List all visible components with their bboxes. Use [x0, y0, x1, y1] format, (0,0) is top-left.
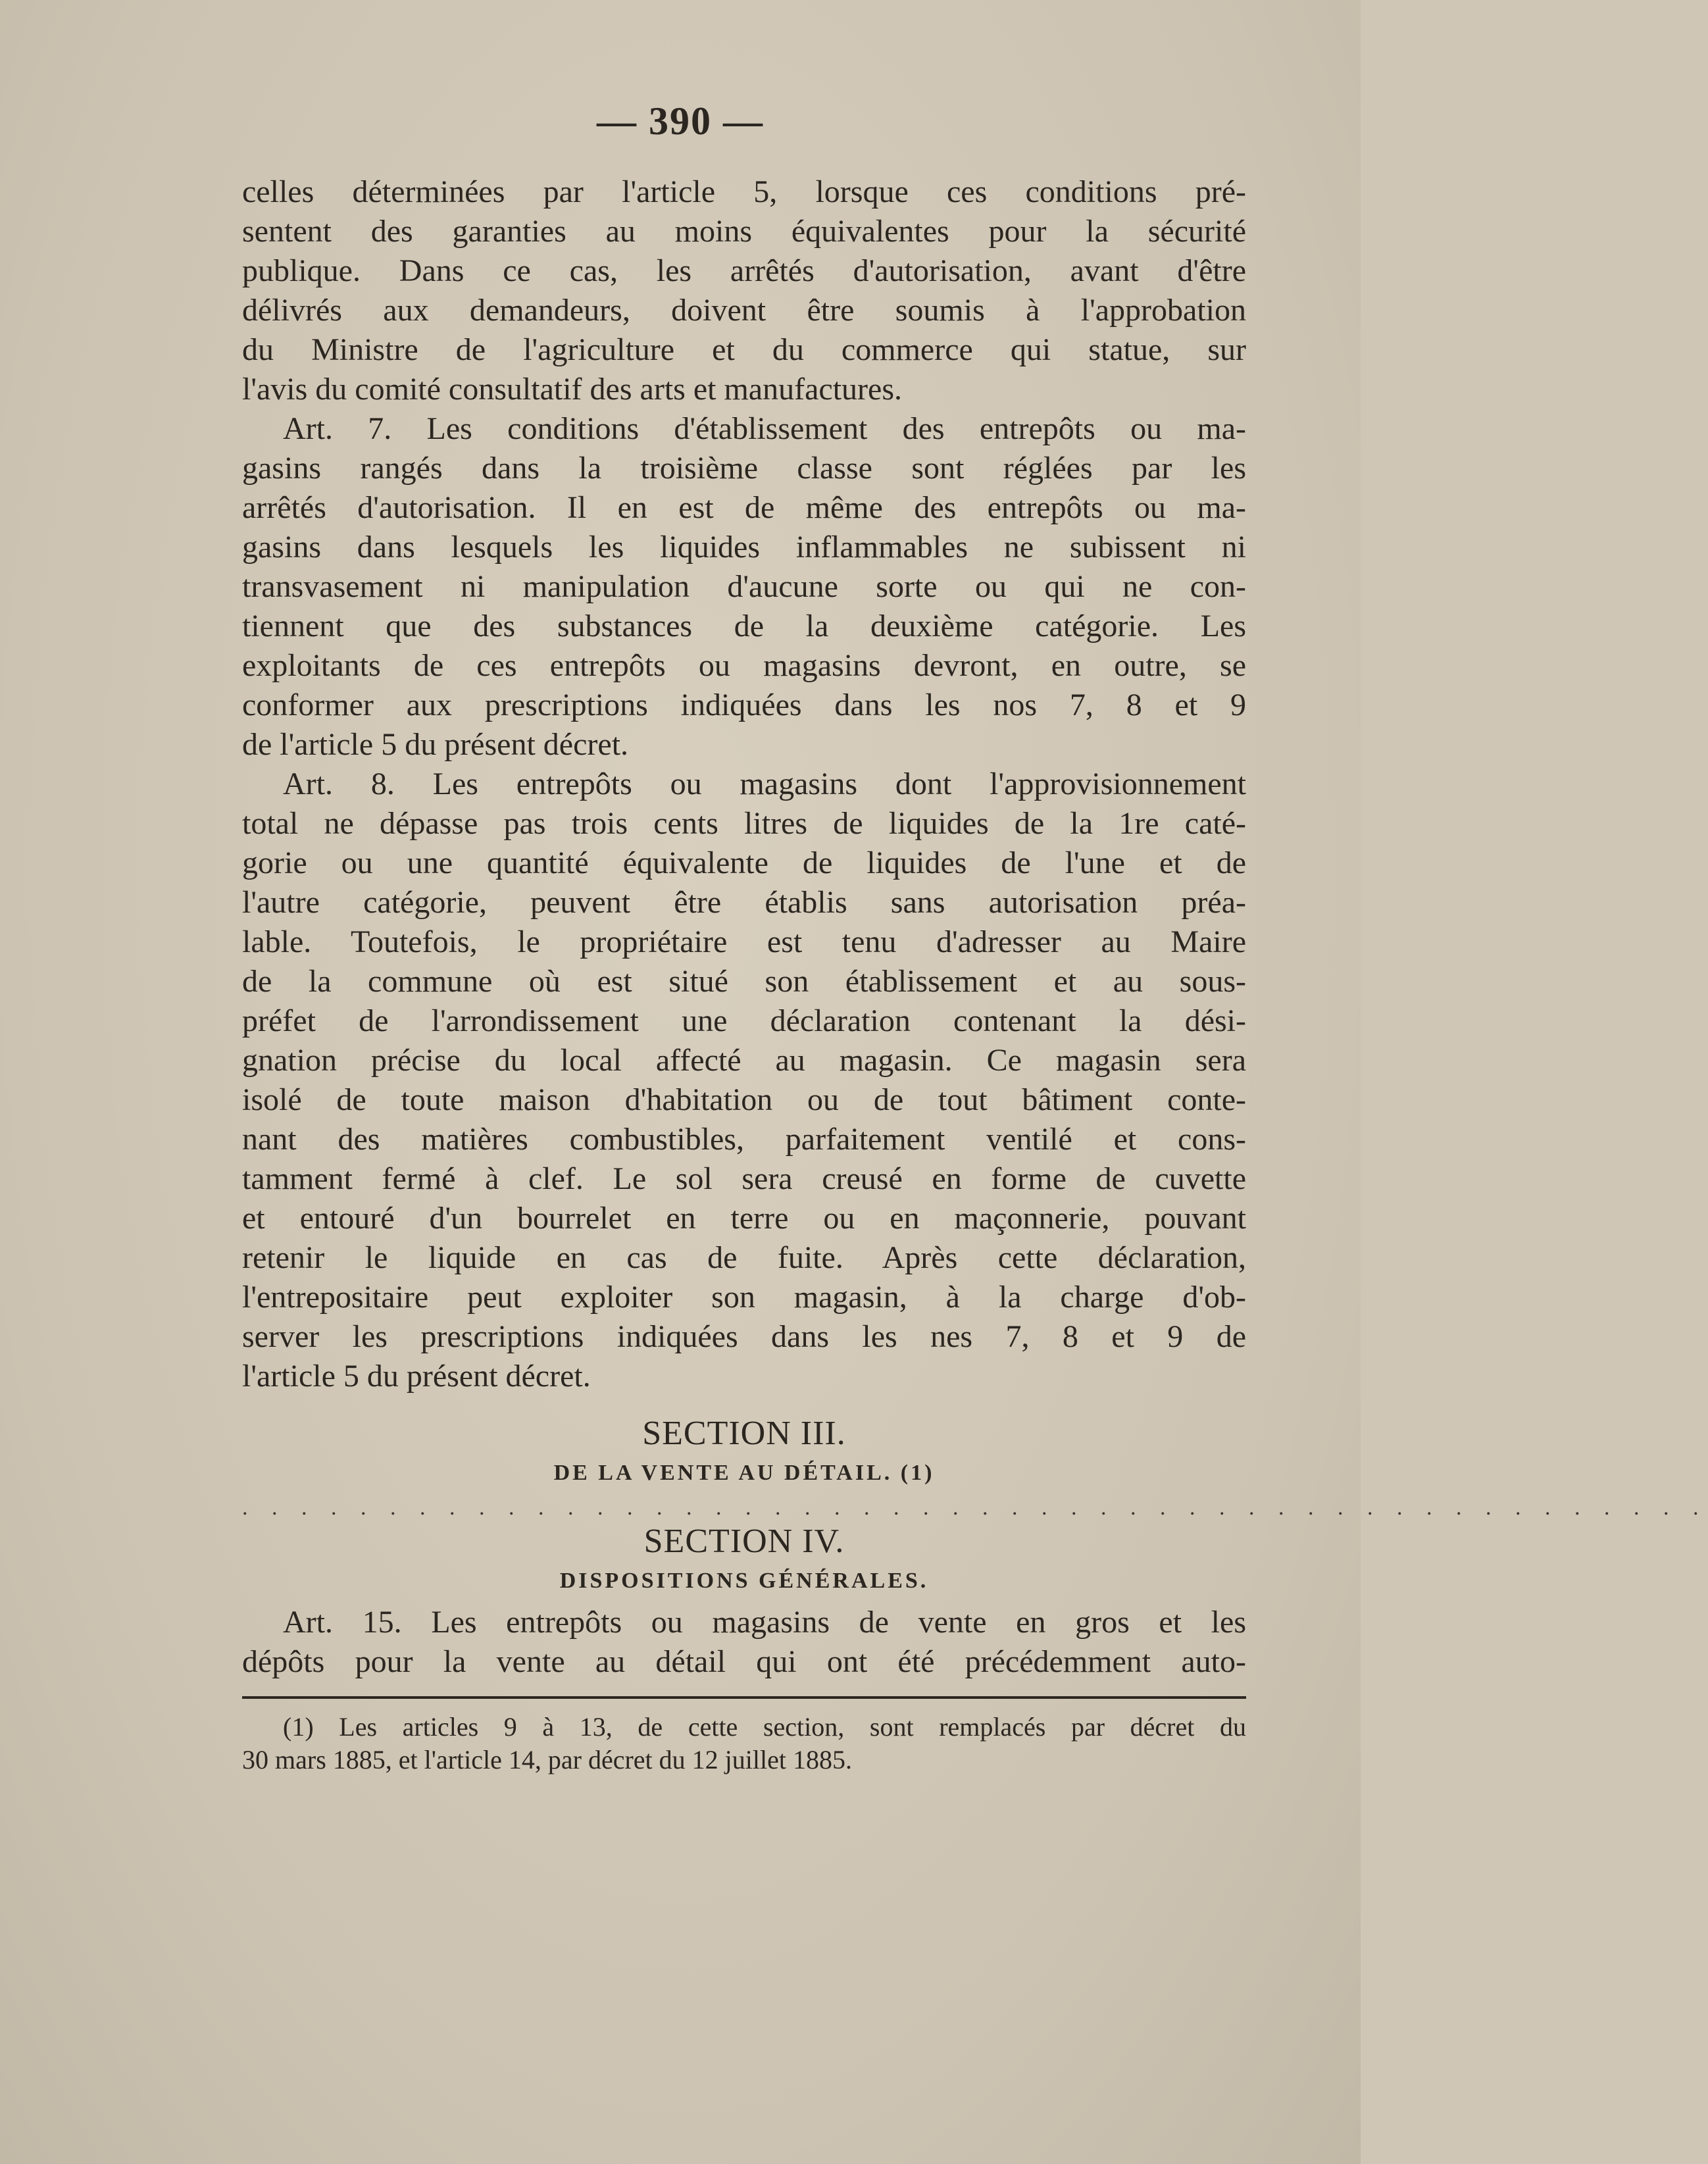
text-line: dépôts pour la vente au détail qui ont été précédemment auto-: [242, 1644, 1246, 1679]
text-line: lable. Toutefois, le propriétaire est tenu d'adresser au Maire: [242, 924, 1246, 959]
text-line: délivrés aux demandeurs, doivent être soumis à l'approbation: [242, 293, 1246, 328]
text-line: exploitants de ces entrepôts ou magasins devront, en outre, se: [242, 648, 1246, 683]
text-line: conformer aux prescriptions indiquées dans les nos 7, 8 et 9: [242, 688, 1246, 722]
footnote-line: (1) Les articles 9 à 13, de cette section, sont remplacés par décret du: [283, 1712, 1246, 1742]
text-line: et entouré d'un bourrelet en terre ou en maçonnerie, pouvant: [242, 1201, 1246, 1236]
page-number: — 390 —: [597, 99, 764, 143]
text-block: [242, 172, 1708, 1776]
paragraph-continuation: [242, 172, 1246, 409]
text-line: server les prescriptions indiquées dans les nes 7, 8 et 9 de: [242, 1319, 1246, 1354]
text-line: transvasement ni manipulation d'aucune sorte ou qui ne con-: [242, 569, 1246, 604]
text-line: tamment fermé à clef. Le sol sera creusé en forme de cuvette: [242, 1161, 1246, 1196]
footnote: [242, 1711, 1246, 1776]
text-line: isolé de toute maison d'habitation ou de tout bâtiment conte-: [242, 1082, 1246, 1117]
text-line: du Ministre de l'agriculture et du commerce qui statue, sur: [242, 332, 1246, 367]
text-line: l'entrepositaire peut exploiter son magasin, à la charge d'ob-: [242, 1280, 1246, 1315]
section-3-title: SECTION III.: [642, 1415, 846, 1452]
text-line: préfet de l'arrondissement une déclaration contenant la dési-: [242, 1003, 1246, 1038]
text-line: l'article 5 du présent décret.: [242, 1359, 591, 1394]
text-line: l'autre catégorie, peuvent être établis sans autorisation préa-: [242, 885, 1246, 920]
text-line: Art. 15. Les entrepôts ou magasins de vente en gros et les: [283, 1605, 1246, 1640]
section-3-subtitle: DE LA VENTE AU DÉTAIL. (1): [553, 1461, 935, 1485]
text-line: l'avis du comité consultatif des arts et manufactures.: [242, 372, 903, 407]
text-line: gorie ou une quantité équivalente de liquides de l'une et de: [242, 845, 1246, 880]
text-line: gasins rangés dans la troisième classe sont réglées par les: [242, 451, 1246, 486]
text-line: Art. 8. Les entrepôts ou magasins dont l'approvisionnement: [283, 767, 1246, 801]
spacer: [242, 1396, 1246, 1413]
footnote-rule: [242, 1696, 1246, 1699]
text-line: gnation précise du local affecté au magasin. Ce magasin sera: [242, 1043, 1246, 1078]
article-8: [242, 765, 1246, 1396]
text-line: arrêtés d'autorisation. Il en est de même des entrepôts ou ma-: [242, 490, 1246, 525]
article-15: [242, 1603, 1246, 1682]
text-line: publique. Dans ce cas, les arrêtés d'autorisation, avant d'être: [242, 253, 1246, 288]
text-line: total ne dépasse pas trois cents litres de liquides de la 1re caté-: [242, 806, 1246, 841]
text-line: de la commune où est situé son établissement et au sous-: [242, 964, 1246, 999]
text-line: celles déterminées par l'article 5, lorsque ces conditions pré-: [242, 174, 1246, 209]
footnote-line: 30 mars 1885, et l'article 14, par décret du 12 juillet 1885.: [242, 1745, 852, 1774]
text-line: retenir le liquide en cas de fuite. Après cette déclaration,: [242, 1240, 1246, 1275]
article-7: [242, 409, 1246, 765]
text-line: tiennent que des substances de la deuxième catégorie. Les: [242, 609, 1246, 643]
dotted-separator: . . . . . . . . . . . . . . . . . . . . . . . . . . . . . . . . . . . . . . . . . . . . . . . . . .: [242, 1496, 1708, 1520]
text-line: gasins dans lesquels les liquides inflammables ne subissent ni: [242, 530, 1246, 565]
text-line: nant des matières combustibles, parfaitement ventilé et cons-: [242, 1122, 1246, 1157]
text-line: Art. 7. Les conditions d'établissement des entrepôts ou ma-: [283, 411, 1246, 446]
text-line: sentent des garanties au moins équivalentes pour la sécurité: [242, 214, 1246, 249]
text-line: de l'article 5 du présent décret.: [242, 727, 629, 762]
section-4-title: SECTION IV.: [643, 1522, 845, 1560]
section-4-subtitle: DISPOSITIONS GÉNÉRALES.: [559, 1569, 929, 1593]
